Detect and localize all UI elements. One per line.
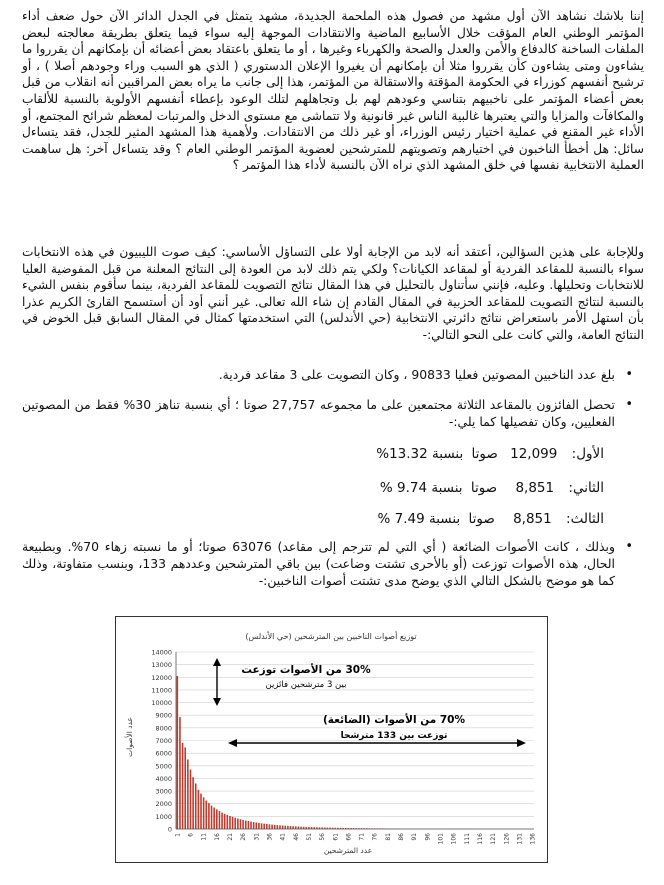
- chart-xlabel: عدد المترشحين: [323, 846, 373, 855]
- bar: [250, 822, 252, 829]
- y-tick-label: 10000: [151, 699, 172, 708]
- result-row-third: [378, 511, 605, 527]
- bar: [234, 818, 236, 829]
- x-tick-label: 21: [226, 833, 234, 841]
- bar: [179, 717, 181, 829]
- bar: [232, 817, 234, 829]
- bar: [240, 819, 242, 829]
- result-label: الثالث:: [566, 511, 604, 527]
- bar: [253, 822, 255, 829]
- result-row-first: [376, 446, 604, 462]
- bar: [213, 808, 215, 829]
- bar: [216, 809, 218, 829]
- x-tick-label: 31: [253, 833, 261, 841]
- paragraph-intro: إننا بلاشك نشاهد الآن أول مشهد من فصول هذه الملحمة الجديدة، مشهد يتمثل في الجدل الدائر الآن حول ضعف أداء المؤتمر الوطني العام المؤقت خلال الأسابيع الماضية والانتقادات الموجهة إليه سواء فيما يتعلق بطريقة معالجته لبعض الملفات الساخنة كالدفاع والأمن والعدل والصحة والكهرباء وغيرها ، أو ما يتعلق باعتقاد بعض أعضائه أن بإمكانهم أن يقرروا ما يشاءون ومتى يشاءون كأن يقرروا مثلا أن بإمكانهم أن يغيروا الإعلان الدستوري ( الذي هو السبب وراء وجودهم أصلا ) ، أو ترشيح أنفسهم كوزراء في الحكومة المؤقتة والاستقالة من المؤتمر، هذا إلى جانب ما يراه بعض المراقبين أنه انقلاب من قبل بعض أعضاء المؤتمر على ناخبيهم بتناسي وعودهم لهم بل وتجاهلهم لتلك الوعود بإعطاء أنفسهم الأولوية بالنسبة للألقاب والمكافآت والمزايا والتي يعتبرها غالبية الناس غير قانونية ولا تتماشى مع مستوى الدخل والمرتبات لمعظم شرائح المجتمع، أو الأداء غير المقنع في عملية اختيار رئيس الوزراء، أو غير ذلك من الانتقادات. ولأهمية هذا المشهد المثير للجدل، فقد يتساءل سائل: هل أخطأ الناخبون في اختيارهم وتصويتهم للمترشحين لعضوية المؤتمر الوطني العام ؟ وقد يتساءل آخر: هل ساهمت العملية الانتخابية نفسها في خلق المشهد الذي نراه الآن بالنسبة لأداء هذا المؤتمر ؟: [22, 9, 644, 173]
- bar: [279, 825, 281, 829]
- y-tick-label: 11000: [151, 686, 172, 695]
- y-tick-label: 7000: [155, 737, 172, 745]
- bar: [242, 820, 244, 829]
- bullet-voters: [22, 366, 637, 383]
- bar: [224, 814, 226, 829]
- bar: [263, 824, 265, 829]
- bar: [255, 822, 257, 829]
- y-tick-label: 6000: [155, 749, 172, 758]
- bullet-dot: •: [625, 539, 633, 554]
- x-tick-label: 71: [358, 833, 366, 841]
- y-tick-label: 9000: [155, 711, 172, 720]
- x-tick-label: 41: [279, 833, 287, 841]
- result-label: الثاني:: [568, 480, 604, 496]
- x-tick-label: 101: [437, 833, 445, 845]
- x-tick-label: 136: [529, 833, 537, 845]
- bullet-lost-votes-text: وبذلك ، كانت الأصوات الضائعة ( أي التي لم تترجم إلى مقاعد) 63076 صوتا؛ أو ما نسبته زهاء 70%. وبطبيعة الحال، هذه الأصوات توزعت (أو بالأحرى تشتت وضاعت) بين باقي المترشحين وعددهم 133، وبنسب متفاوتة، وذلك كما هو موضح بالشكل التالي الذي يوضح مدى تشتت أصوات الناخبين:-: [22, 539, 616, 588]
- bar: [221, 813, 223, 829]
- y-tick-label: 13000: [151, 661, 172, 670]
- x-tick-label: 131: [516, 833, 524, 845]
- x-tick-label: 56: [319, 833, 327, 841]
- bar: [227, 815, 229, 829]
- bar: [261, 823, 263, 829]
- result-label: الأول:: [571, 446, 604, 462]
- bar: [200, 794, 202, 829]
- x-tick-label: 46: [292, 833, 300, 841]
- y-tick-label: 3000: [155, 787, 172, 796]
- y-tick-label: 12000: [151, 673, 172, 682]
- bar: [219, 811, 221, 829]
- bar: [282, 826, 284, 829]
- bar: [284, 826, 286, 829]
- bar: [208, 803, 210, 829]
- bar: [258, 823, 260, 829]
- bar: [266, 824, 268, 829]
- bullet-voters-text: بلغ عدد الناخبين المصوتين فعليا 90833 ، وكان التصويت على 3 مقاعد فردية.: [218, 367, 615, 382]
- result-unit: صوتا: [468, 511, 495, 527]
- chart-ylabel: عدد الأصوات: [125, 717, 134, 757]
- annotation-mid-line1: 70% من الأصوات (الضائعة): [322, 714, 466, 726]
- bar: [290, 826, 292, 829]
- arrow-top-head-down: [213, 698, 221, 706]
- bar: [271, 825, 273, 829]
- result-unit: صوتا: [471, 446, 498, 462]
- x-tick-label: 116: [477, 833, 485, 845]
- bar: [177, 676, 179, 829]
- x-tick-label: 26: [240, 833, 248, 841]
- y-tick-label: 2000: [155, 800, 172, 809]
- x-tick-label: 6: [187, 833, 195, 837]
- x-tick-label: 106: [450, 833, 458, 845]
- chart-title: توزيع أصوات الناخبين بين المترشحين (حي الأندلس): [245, 632, 417, 641]
- result-votes: 12,099: [510, 446, 558, 462]
- vote-distribution-chart: [116, 617, 547, 862]
- x-tick-label: 61: [332, 833, 340, 841]
- paragraph-questions: وللإجابة على هذين السؤالين، أعتقد أنه لابد من الإجابة أولا على التساؤل الأساسي: كيف صوت الليبيون في هذه الانتخابات سواء بالنسبة للمقاعد الفردية أو لمقاعد الكيانات؟ ولكي يتم ذلك لابد من العودة إلى النتائج المعلنة من قبل المفوضية العليا للانتخابات وتحليلها. وعليه، فإنني سأتناول بالتحليل في هذا المقال نتائج التصويت للمقاعد الفردية، بينما سأقوم بنفس الشيء بالنسبة لنتائج التصويت للمقاعد الحزبية في المقال القادم إن شاء الله تعالى. غير أنني أود أن أستسمح القارئ الكريم عذرا بأن استهل الأمر باستعراض نتائج دائرتي الانتخابية (حي الأندلس) التي استخدمتها كمثال في المقال السابق قبل الخوض في النتائج العامة، والتي كانت على النحو التالي:-: [22, 245, 644, 342]
- x-tick-label: 66: [345, 833, 353, 841]
- bar: [182, 743, 184, 829]
- bar: [205, 801, 207, 829]
- y-tick-label: 4000: [155, 774, 172, 783]
- annotation-top-line2: بين 3 مترشحين فائزين: [265, 680, 347, 690]
- x-tick-label: 111: [463, 833, 471, 845]
- bar: [195, 783, 197, 829]
- x-tick-label: 11: [200, 833, 208, 841]
- bar: [274, 825, 276, 829]
- bar: [287, 826, 289, 829]
- x-tick-label: 76: [371, 833, 379, 841]
- bar: [245, 821, 247, 829]
- y-tick-label: 0: [167, 825, 172, 834]
- result-unit: صوتا: [470, 480, 498, 496]
- bullet-lost-votes: [22, 538, 637, 589]
- bar: [203, 797, 205, 829]
- result-votes: 8,851: [515, 480, 555, 496]
- annotation-mid-line2: توزعت بين 133 مترشحا: [340, 731, 448, 741]
- bar: [248, 821, 250, 829]
- annotation-top-line1: 30% من الأصوات توزعت: [241, 664, 371, 676]
- bullet-dot: •: [625, 367, 633, 382]
- arrow-top-head-up: [213, 658, 221, 666]
- x-tick-label: 16: [213, 833, 221, 841]
- result-row-second: [380, 480, 604, 496]
- bar: [277, 825, 279, 829]
- x-tick-label: 91: [411, 833, 419, 841]
- x-tick-label: 126: [503, 833, 511, 845]
- bar: [198, 790, 200, 829]
- result-votes: 8,851: [513, 511, 552, 527]
- y-tick-label: 8000: [155, 724, 172, 733]
- x-tick-label: 81: [384, 833, 392, 841]
- x-tick-label: 1: [174, 833, 182, 837]
- y-tick-label: 5000: [155, 762, 172, 771]
- bar: [211, 806, 213, 829]
- bullet-winners: [22, 396, 637, 430]
- vote-distribution-figure: [115, 616, 548, 863]
- bullet-dot: •: [625, 397, 633, 412]
- bar: [187, 759, 189, 829]
- bar: [192, 777, 194, 829]
- bar: [269, 824, 271, 829]
- bar: [292, 826, 294, 829]
- result-pct: بنسبة 9.74 %: [379, 480, 463, 496]
- x-tick-label: 121: [490, 833, 498, 845]
- bar: [184, 747, 186, 829]
- bar: [229, 816, 231, 829]
- bar: [237, 819, 239, 829]
- x-tick-label: 36: [266, 833, 274, 841]
- y-tick-label: 14000: [151, 648, 172, 657]
- annotation-top: [241, 663, 371, 690]
- bar: [190, 770, 192, 829]
- result-pct: بنسبة 7.49 %: [377, 511, 461, 527]
- result-pct: بنسبة 13.32%: [376, 446, 464, 462]
- x-tick-label: 96: [424, 833, 432, 841]
- x-tick-label: 86: [398, 833, 406, 841]
- x-tick-label: 51: [305, 833, 313, 841]
- bullet-winners-text: تحصل الفائزون بالمقاعد الثلاثة مجتمعين على ما مجموعه 27,757 صوتا ؛ أي بنسبة تناهز 30% فقط من المصوتين الفعليين، وكان تفصيلها كما يلي:-: [22, 397, 615, 429]
- annotation-mid: [323, 713, 466, 741]
- y-tick-label: 1000: [155, 812, 172, 821]
- chart-bars: [177, 676, 534, 829]
